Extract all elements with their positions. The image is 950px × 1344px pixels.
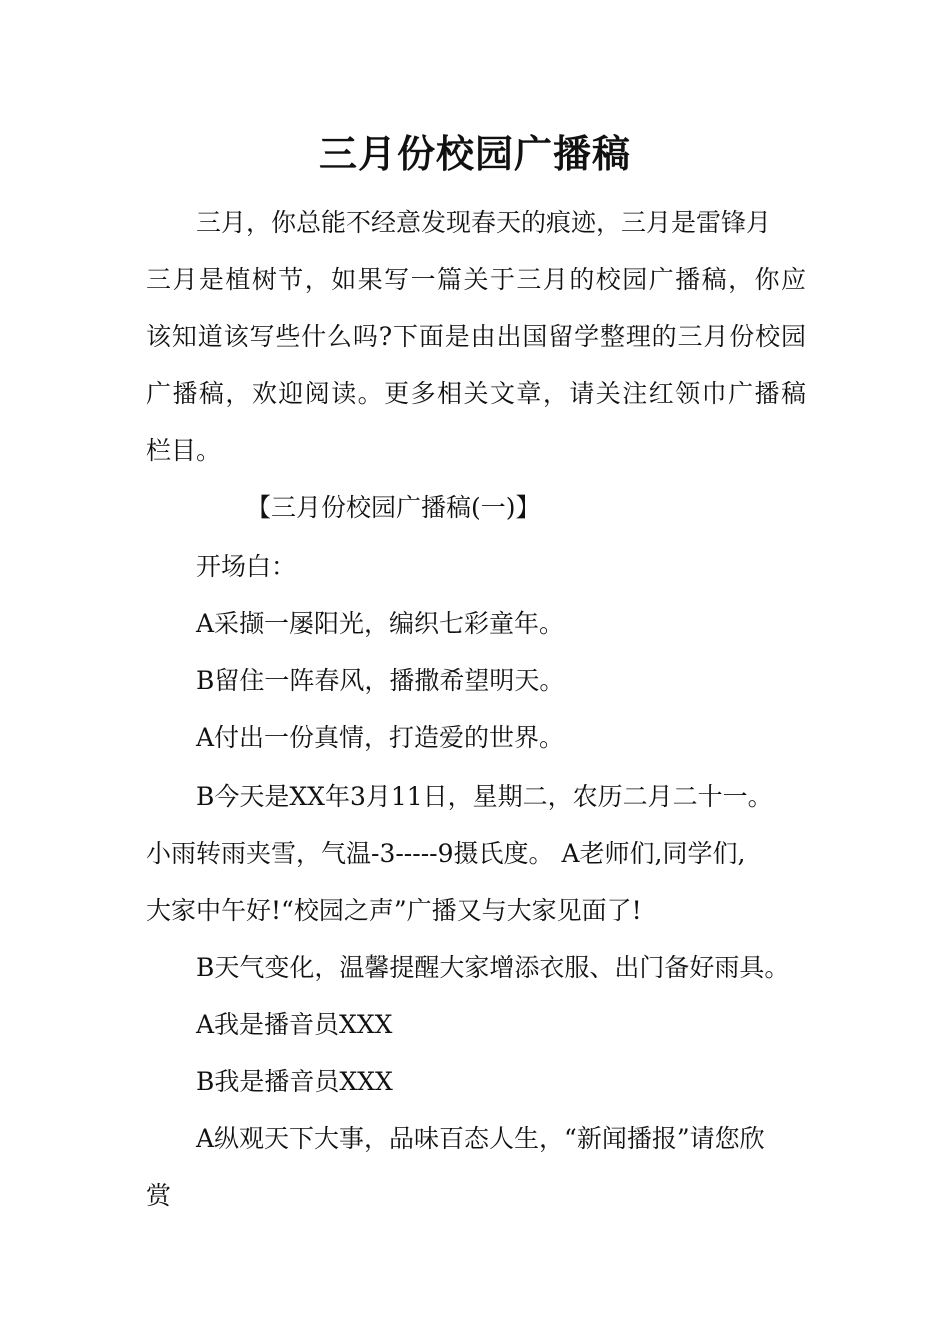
intro-line-2: 三月是植树节，如果写一篇关于三月的校园广播稿，你应 bbox=[146, 265, 806, 294]
script-line: A纵观天下大事，品味百态人生，“新闻播报”请您欣 bbox=[196, 1124, 765, 1153]
intro-line-1: 三月，你总能不经意发现春天的痕迹，三月是雷锋月 bbox=[196, 208, 772, 237]
script-line: B我是播音员XXX bbox=[196, 1067, 393, 1096]
script-line: 大家中午好!“校园之声”广播又与大家见面了! bbox=[146, 896, 642, 925]
intro-line-3: 该知道该写些什么吗?下面是由出国留学整理的三月份校园 bbox=[146, 322, 806, 351]
script-line: 小雨转雨夹雪，气温-3-----9摄氏度。 A老师们,同学们, bbox=[146, 839, 746, 868]
opening-label: 开场白： bbox=[196, 552, 297, 581]
script-line: B留住一阵春风，播撒希望明天。 bbox=[196, 666, 565, 695]
intro-line-5: 栏目。 bbox=[146, 436, 222, 465]
script-line: A采撷一屡阳光，编织七彩童年。 bbox=[196, 609, 565, 638]
script-line: B天气变化，温馨提醒大家增添衣服、出门备好雨具。 bbox=[196, 953, 790, 982]
script-line: A付出一份真情，打造爱的世界。 bbox=[196, 723, 565, 752]
document-title: 三月份校园广播稿 bbox=[318, 131, 631, 176]
script-line: A我是播音员XXX bbox=[196, 1010, 393, 1039]
script-line: B今天是XX年3月11日，星期二，农历二月二十一。 bbox=[196, 782, 773, 811]
section-heading: 【三月份校园广播稿(一)】 bbox=[246, 493, 541, 522]
script-line: 赏 bbox=[146, 1181, 172, 1210]
intro-line-4: 广播稿，欢迎阅读。更多相关文章，请关注红领巾广播稿 bbox=[146, 379, 806, 408]
